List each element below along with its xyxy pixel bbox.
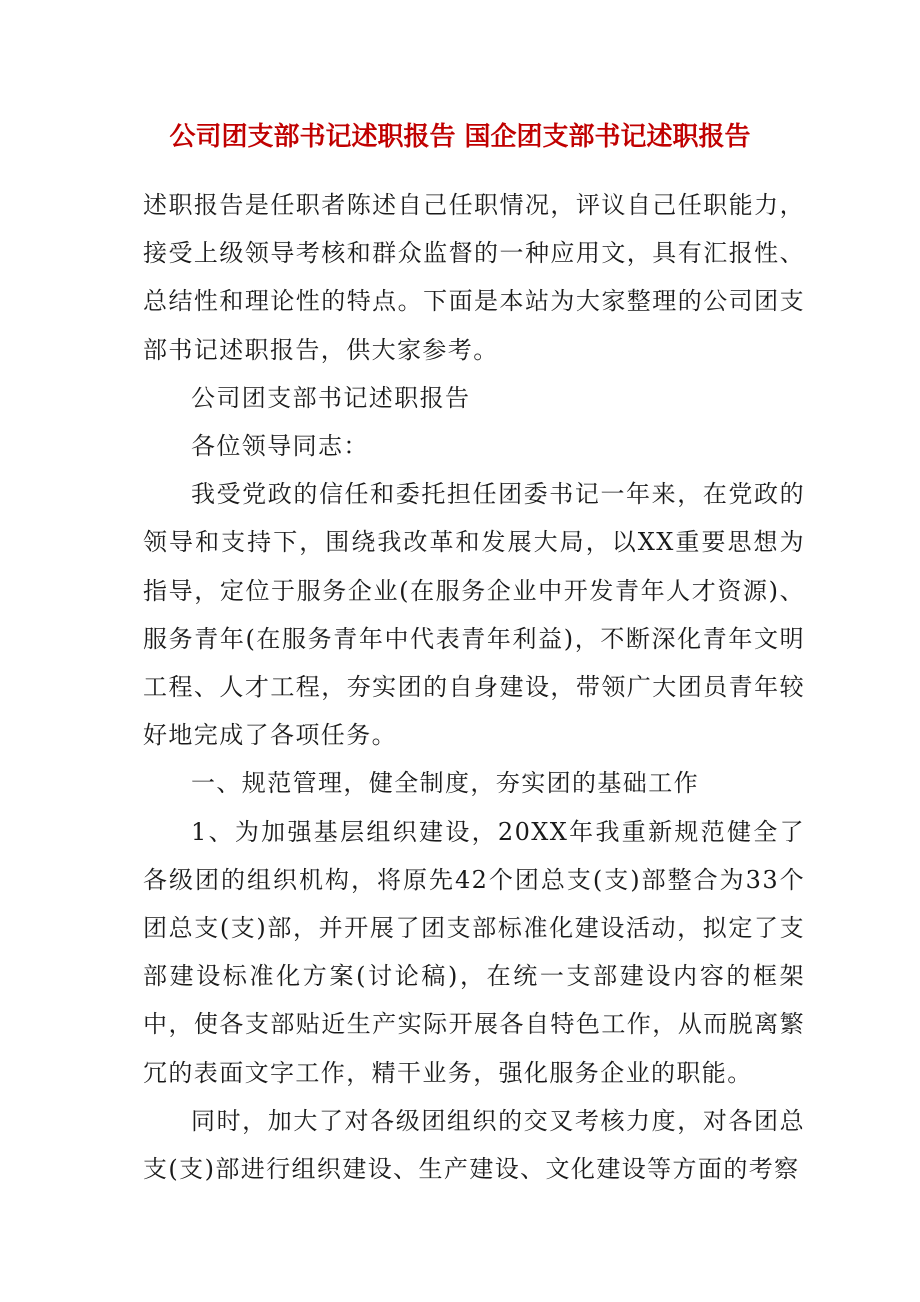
- body-paragraph: 同时，加大了对各级团组织的交叉考核力度，对各团总支(支)部进行组织建设、生产建设、文化建设等方面的考察: [143, 1106, 805, 1184]
- report-heading: 公司团支部书记述职报告: [191, 383, 471, 412]
- salutation: 各位领导同志：: [191, 432, 369, 461]
- intro-paragraph: 述职报告是任职者陈述自己任职情况，评议自己任职能力，接受上级领导考核和群众监督的一种应用文，具有汇报性、总结性和理论性的特点。下面是本站为大家整理的公司团支部书记述职报告，供大家参考。: [143, 191, 805, 364]
- body-paragraph: 1、为加强基层组织建设，20XX年我重新规范健全了各级团的组织机构，将原先42个团总支(支)部整合为33个团总支(支)部，并开展了团支部标准化建设活动，拟定了支部建设标准化方案(讨论稿)，在统一支部建设内容的框架中，使各支部贴近生产实际开展各自特色工作，从而脱离繁冗的表面文字工作，精干业务，强化服务企业的职能。: [143, 817, 805, 1087]
- document-body: [143, 181, 805, 1193]
- document-title: 公司团支部书记述职报告 国企团支部书记述职报告: [169, 122, 751, 152]
- body-paragraph: 我受党政的信任和委托担任团委书记一年来，在党政的领导和支持下，围绕我改革和发展大局，以XX重要思想为指导，定位于服务企业(在服务企业中开发青年人才资源)、服务青年(在服务青年中代表青年利益)，不断深化青年文明工程、人才工程，夯实团的自身建设，带领广大团员青年较好地完成了各项任务。: [143, 480, 805, 750]
- section-heading: 一、规范管理，健全制度，夯实团的基础工作: [191, 769, 699, 798]
